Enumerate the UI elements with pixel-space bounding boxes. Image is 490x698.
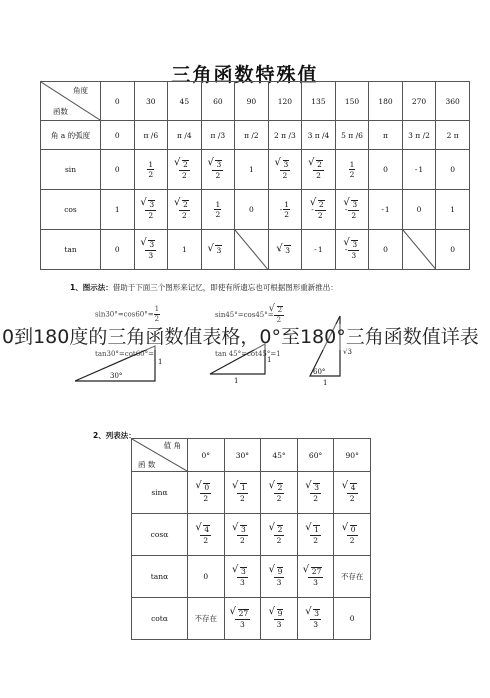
radian-cell: 3 π /4: [302, 121, 336, 150]
t2-row-label: sinα: [132, 472, 188, 514]
value-cell: - √ $\frac{3}{2}$: [335, 190, 369, 230]
value-cell: √ $\frac{2}{2}$: [168, 190, 202, 230]
t2-value-cell: √ $\frac{0}{2}$: [334, 514, 371, 556]
equation-text: sin45°=cos45°=: [215, 311, 274, 319]
angle-cell: 45: [168, 82, 202, 121]
special-values-table: [40, 81, 470, 270]
triangle-drawings: [70, 296, 390, 411]
t2-sin-row: [132, 472, 371, 514]
angle-cell: 150: [335, 82, 369, 121]
radian-cell: 2 π /3: [268, 121, 302, 150]
t2-value-cell: √ $\frac{9}{3}$: [261, 598, 298, 640]
angle-cell: 180: [369, 82, 403, 121]
section-graphic-method: [70, 282, 338, 293]
t2-value-cell: √ $\frac{9}{3}$: [261, 556, 298, 598]
section-label: 1、图示法：: [70, 283, 113, 292]
value-cell: √ $\frac{2}{2}$: [302, 150, 336, 190]
t2-angle-cell: 45°: [261, 439, 298, 472]
undefined-cell: [235, 230, 269, 270]
value-cell: 1: [235, 150, 269, 190]
radian-cell: 5 π /6: [335, 121, 369, 150]
value-cell: 0: [369, 230, 403, 270]
t2-cot-row: [132, 598, 371, 640]
value-cell: √ $\frac{3}{3}$: [134, 230, 168, 270]
value-cell: - $\frac{1}{2}$: [268, 190, 302, 230]
radian-cell: π /3: [201, 121, 235, 150]
t2-row-label: tanα: [132, 556, 188, 598]
value-cell: -√ 3: [268, 230, 302, 270]
cos-row: [41, 190, 470, 230]
value-cell: 0: [369, 150, 403, 190]
t2-value-cell: √ $\frac{27}{3}$: [297, 556, 334, 598]
radian-row: [41, 121, 470, 150]
value-cell: -1: [369, 190, 403, 230]
radian-cell: 2 π: [436, 121, 470, 150]
value-cell: √ $\frac{3}{2}$: [268, 150, 302, 190]
value-cell: -1: [302, 230, 336, 270]
t2-value-cell: √ $\frac{1}{2}$: [224, 472, 261, 514]
t2-value-cell: 0: [334, 598, 371, 640]
radian-cell: π: [369, 121, 403, 150]
sin-row: [41, 150, 470, 190]
t2-value-cell: √ $\frac{3}{2}$: [297, 472, 334, 514]
tri2-side-vertical: 1: [267, 356, 272, 364]
tri1-side: 1: [158, 358, 163, 366]
angle-cell: 0: [101, 82, 135, 121]
value-cell: √ $\frac{2}{2}$: [168, 150, 202, 190]
t2-row-label: cosα: [132, 514, 188, 556]
equation-fraction: $\frac{1}{2}$: [154, 305, 160, 323]
value-cell: 0: [436, 230, 470, 270]
t2-angle-cell: 30°: [224, 439, 261, 472]
angle-cell: 120: [268, 82, 302, 121]
radian-cell: π /2: [235, 121, 269, 150]
radian-cell: 3 π /2: [402, 121, 436, 150]
value-cell: $\frac{1}{2}$: [201, 190, 235, 230]
value-cell: √ $\frac{3}{2}$: [201, 150, 235, 190]
t2-value-cell: √ $\frac{4}{2}$: [188, 514, 225, 556]
angle-cell: 360: [436, 82, 470, 121]
cos-label: cos: [41, 190, 101, 230]
equation-fraction: √ $\frac{2}{2}$: [274, 311, 284, 319]
t2-header-top: 值 角: [163, 441, 181, 450]
radian-cell: 0: [101, 121, 135, 150]
equation-tan30: tan30°=cot60°=: [95, 350, 154, 358]
header-angle-label: 角度: [73, 86, 88, 95]
angle-cell: 90: [235, 82, 269, 121]
value-cell: 1: [101, 190, 135, 230]
value-cell: 1: [168, 230, 202, 270]
equation-text: sin30°=cos60°=: [95, 310, 154, 319]
t2-value-cell: √ $\frac{2}{2}$: [261, 514, 298, 556]
t2-value-cell: √ $\frac{3}{3}$: [297, 598, 334, 640]
t2-angle-cell: 0°: [188, 439, 225, 472]
undefined-cell: [402, 230, 436, 270]
t2-value-cell: √ $\frac{27}{3}$: [224, 598, 261, 640]
value-cell: $\frac{1}{2}$: [335, 150, 369, 190]
angle-cell: 30: [134, 82, 168, 121]
tri3-angle: 60°: [313, 368, 326, 376]
value-cell: $\frac{1}{2}$: [134, 150, 168, 190]
tri2-side-base: 1: [234, 377, 239, 385]
value-cell: √ 3: [201, 230, 235, 270]
t2-value-cell: √ $\frac{0}{2}$: [188, 472, 225, 514]
value-cell: - √ $\frac{3}{3}$: [335, 230, 369, 270]
tan-label: tan: [41, 230, 101, 270]
sin-label: sin: [41, 150, 101, 190]
header-diagonal-cell: [41, 82, 101, 121]
page-title: 三角函数特殊值: [171, 64, 319, 86]
tan-row: [41, 230, 470, 270]
value-cell: 0: [101, 150, 135, 190]
t2-value-cell: 不存在: [188, 598, 225, 640]
t2-cos-row: [132, 514, 371, 556]
value-cell: 0: [402, 190, 436, 230]
header-function-label: 函数: [53, 107, 68, 116]
radian-cell: π /4: [168, 121, 202, 150]
radian-label: 角 a 的弧度: [41, 121, 101, 150]
t2-header-diagonal-cell: [132, 439, 188, 472]
tri3-side: √3: [343, 348, 352, 356]
value-cell: 0: [235, 190, 269, 230]
radian-cell: π /6: [134, 121, 168, 150]
t2-angle-cell: 60°: [297, 439, 334, 472]
caption-overlay: 0到180度的三角函数值表格，0°至180°三角函数值详表: [2, 324, 488, 350]
tri1-angle: 30°: [110, 372, 123, 380]
value-cell: -1: [402, 150, 436, 190]
t2-value-cell: √ $\frac{1}{2}$: [297, 514, 334, 556]
value-cell: 0: [436, 150, 470, 190]
angle-cell: 135: [302, 82, 336, 121]
value-cell: 0: [101, 230, 135, 270]
triangle-diagrams: [70, 296, 390, 411]
angle-cell: 270: [402, 82, 436, 121]
list-values-table: [131, 438, 371, 640]
t2-tan-row: [132, 556, 371, 598]
t2-value-cell: √ $\frac{3}{2}$: [224, 514, 261, 556]
t2-angle-cell: 90°: [334, 439, 371, 472]
t2-value-cell: √ $\frac{2}{2}$: [261, 472, 298, 514]
angle-row: [41, 82, 470, 121]
t2-value-cell: √ $\frac{4}{2}$: [334, 472, 371, 514]
t2-header-row: [132, 439, 371, 472]
section-list-method: 2、列表法：: [93, 431, 136, 440]
value-cell: - √ $\frac{2}{2}$: [302, 190, 336, 230]
t2-value-cell: 0: [188, 556, 225, 598]
section-text: 借助于下面三个图形来记忆，即使有所遗忘也可根据图形重新推出：: [112, 283, 338, 292]
value-cell: √ $\frac{3}{2}$: [134, 190, 168, 230]
angle-cell: 60: [201, 82, 235, 121]
value-cell: 1: [436, 190, 470, 230]
t2-value-cell: √ $\frac{3}{3}$: [224, 556, 261, 598]
t2-value-cell: 不存在: [334, 556, 371, 598]
tri3-base: 1: [323, 379, 328, 387]
t2-row-label: cotα: [132, 598, 188, 640]
equation-tan45: tan 45°=cot45°=1: [215, 350, 281, 358]
t2-header-bottom: 函 数: [138, 460, 156, 469]
